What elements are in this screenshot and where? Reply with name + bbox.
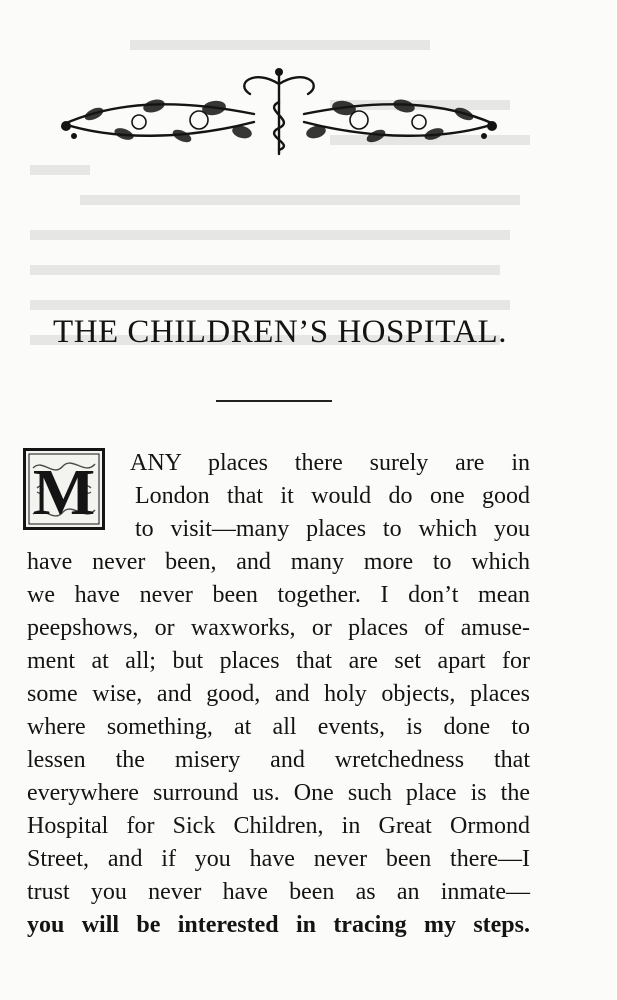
chapter-title: THE CHILDREN’S HOSPITAL. (53, 314, 507, 350)
body-text-line: ment at all; but places that are set apart for (27, 648, 530, 674)
body-text-line: London that it would do one good (135, 483, 530, 509)
title-divider-rule (216, 400, 332, 402)
body-text-line: ANY places there surely are in (130, 450, 530, 476)
body-text-line: we have never been together. I don’t mean (27, 582, 530, 608)
body-text-line: peepshows, or waxworks, or places of amuse- (27, 615, 530, 641)
body-text-line: to visit—many places to which you (135, 516, 530, 542)
body-text-line-final: you will be interested in tracing my steps. (27, 912, 530, 938)
body-text-line: lessen the misery and wretchedness that (27, 747, 530, 773)
body-text-line: have never been, and many more to which (27, 549, 530, 575)
body-text-line: Hospital for Sick Children, in Great Ormond (27, 813, 530, 839)
floral-headpiece-ornament (54, 62, 504, 158)
body-text-line: where something, at all events, is done to (27, 714, 530, 740)
drop-cap-letter: M (32, 456, 96, 529)
drop-cap-initial (23, 448, 105, 530)
body-text-line: trust you never have been as an inmate— (27, 879, 530, 905)
body-text-line: some wise, and good, and holy objects, places (27, 681, 530, 707)
body-text-line: everywhere surround us. One such place is the (27, 780, 530, 806)
body-text-line: Street, and if you have never been there—I (27, 846, 530, 872)
